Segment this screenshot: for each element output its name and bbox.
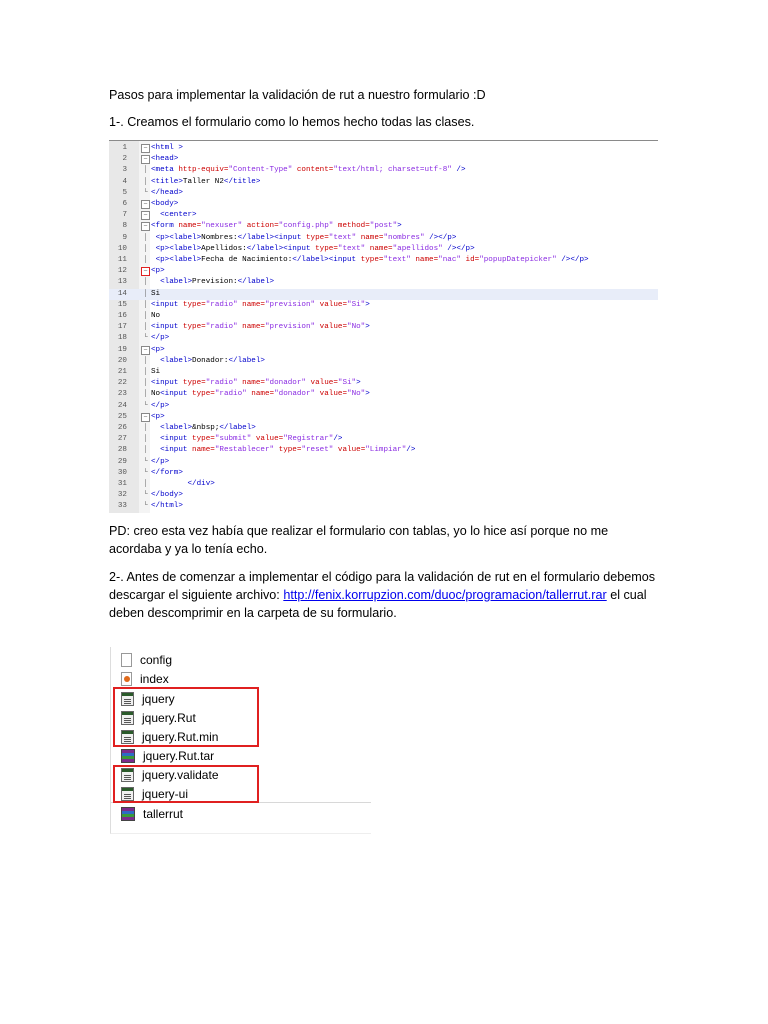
fold-line-icon: │ xyxy=(143,300,148,309)
code-line xyxy=(109,434,658,445)
step-2-outro: el cual deben descomprimir en la carpeta de su formulario. xyxy=(109,588,647,620)
line-number: 11 xyxy=(117,256,127,264)
code-line xyxy=(109,479,658,490)
fold-end-icon: └ xyxy=(143,188,148,197)
file-explorer-screenshot xyxy=(110,647,371,834)
html-file-icon xyxy=(121,672,132,686)
line-number: 25 xyxy=(117,412,127,421)
fold-line-icon: │ xyxy=(143,368,148,376)
code-text: <html > xyxy=(151,144,183,152)
code-line xyxy=(109,266,658,277)
fold-toggle-icon: − xyxy=(141,222,150,231)
line-number: 24 xyxy=(117,401,127,410)
line-number: 5 xyxy=(122,188,127,197)
fold-line-icon: │ xyxy=(143,480,148,488)
code-line xyxy=(109,412,658,423)
code-line xyxy=(109,333,658,344)
fold-line-icon: │ xyxy=(143,435,148,444)
code-text: </p> xyxy=(151,457,170,466)
code-line xyxy=(109,389,658,400)
line-number: 27 xyxy=(117,435,127,444)
fold-line-icon: │ xyxy=(143,177,148,186)
code-text: <center> xyxy=(160,211,197,220)
fold-line-icon: │ xyxy=(143,424,148,432)
code-line xyxy=(109,165,658,176)
fold-end-icon: └ xyxy=(143,401,148,410)
code-text: No xyxy=(151,312,161,320)
code-text: <p><label>Fecha de Nacimiento:</label><input type="text" name="nac" id="popupDatepicker" /></p> xyxy=(155,256,589,264)
fold-toggle-icon: − xyxy=(141,211,150,220)
fold-end-icon: └ xyxy=(143,491,148,500)
document-heading: Pasos para implementar la validación de rut a nuestro formulario :D xyxy=(109,88,486,102)
file-name: jquery-ui xyxy=(142,786,189,801)
code-line xyxy=(109,345,658,356)
file-item[interactable] xyxy=(121,804,183,823)
line-number: 18 xyxy=(117,334,127,343)
fold-line-icon: │ xyxy=(143,278,148,287)
code-line xyxy=(109,423,658,434)
line-number: 17 xyxy=(117,323,127,332)
fold-toggle-icon: − xyxy=(141,144,150,153)
code-text: No<input type="radio" name="donador" value="No"> xyxy=(151,390,370,399)
file-name: jquery xyxy=(142,691,175,706)
code-editor-screenshot xyxy=(109,140,658,513)
fold-line-icon: │ xyxy=(143,233,148,242)
code-text: </form> xyxy=(151,468,183,477)
line-number: 2 xyxy=(122,155,127,164)
code-text: </head> xyxy=(151,188,183,197)
code-line xyxy=(109,378,658,389)
document-icon xyxy=(121,653,132,667)
line-number: 14 xyxy=(117,289,127,298)
code-line xyxy=(109,233,658,244)
line-number: 15 xyxy=(117,300,127,309)
fold-line-icon: │ xyxy=(143,244,148,253)
code-text: </p> xyxy=(151,334,170,343)
fold-end-icon: └ xyxy=(143,457,148,466)
code-line xyxy=(109,277,658,288)
code-line xyxy=(109,244,658,255)
code-text: </div> xyxy=(187,480,215,488)
code-text: Si xyxy=(151,368,161,376)
code-line xyxy=(109,457,658,468)
file-name: jquery.Rut.min xyxy=(142,729,219,744)
fold-line-icon: │ xyxy=(143,390,148,399)
code-line xyxy=(109,356,658,367)
line-number: 8 xyxy=(122,222,127,231)
fold-line-icon: │ xyxy=(143,323,148,332)
code-text: <form name="nexuser" action="config.php" method="post"> xyxy=(151,222,402,231)
fold-end-icon: └ xyxy=(143,502,148,511)
code-text: <input type="submit" value="Registrar"/> xyxy=(160,435,343,444)
fold-line-icon: │ xyxy=(143,289,148,298)
line-number: 32 xyxy=(117,491,127,500)
code-line xyxy=(109,300,658,311)
file-item[interactable] xyxy=(121,746,214,765)
line-number: 7 xyxy=(122,211,127,220)
code-text: <p> xyxy=(151,412,165,421)
line-number: 20 xyxy=(117,356,127,365)
code-text: </body> xyxy=(151,491,183,500)
code-line xyxy=(109,221,658,232)
file-name: jquery.validate xyxy=(142,767,219,782)
step-2-intro: 2-. Antes de comenzar a implementar el código para la validación de rut en el formulario debemos descargar el siguiente archivo: xyxy=(109,570,656,602)
fold-end-icon: └ xyxy=(143,334,148,343)
line-number: 12 xyxy=(117,267,127,276)
file-name: index xyxy=(140,671,169,686)
step-1-text: 1-. Creamos el formulario como lo hemos hecho todas las clases. xyxy=(109,115,475,129)
code-text: <p><label>Nombres:</label><input type="text" name="nombres" /></p> xyxy=(155,233,457,242)
rar-archive-icon xyxy=(121,807,135,821)
fold-toggle-icon: − xyxy=(141,346,150,355)
code-text: </p> xyxy=(151,401,170,410)
line-number: 19 xyxy=(117,345,127,354)
note-text: PD: creo esta vez había que realizar el formulario con tablas, yo lo hice así porque no me acordaba y ya lo tenía echo. xyxy=(109,524,609,556)
code-line xyxy=(109,210,658,221)
code-line xyxy=(109,177,658,188)
line-number: 10 xyxy=(117,244,127,253)
code-text: <input type="radio" name="prevision" value="No"> xyxy=(151,323,370,332)
line-number: 13 xyxy=(117,278,127,287)
code-line xyxy=(109,468,658,479)
code-text: <input type="radio" name="prevision" value="Si"> xyxy=(151,300,370,309)
code-text: <input name="Restablecer" type="reset" value="Limpiar"/> xyxy=(160,446,416,455)
code-text: <title>Taller N2</title> xyxy=(151,177,261,186)
highlight-box-jquery-rut xyxy=(113,687,259,747)
line-number: 33 xyxy=(117,502,127,511)
fold-line-icon: │ xyxy=(143,256,148,264)
code-text: </html> xyxy=(151,502,183,511)
fold-toggle-icon: − xyxy=(141,267,150,276)
code-line xyxy=(109,289,658,300)
line-number: 1 xyxy=(122,144,127,152)
fold-line-icon: │ xyxy=(143,356,148,365)
fold-line-icon: │ xyxy=(143,166,148,175)
code-line xyxy=(109,322,658,333)
code-text: <p> xyxy=(151,267,165,276)
code-line xyxy=(109,199,658,210)
code-line xyxy=(109,367,658,378)
line-number: 22 xyxy=(117,379,127,388)
code-text: <p><label>Apellidos:</label><input type="text" name="apellidos" /></p> xyxy=(155,244,475,253)
file-name: jquery.Rut xyxy=(142,710,196,725)
code-text: <body> xyxy=(151,200,179,208)
line-number: 26 xyxy=(117,424,127,432)
code-text: <label>Donador:</label> xyxy=(160,356,265,365)
code-line xyxy=(109,401,658,412)
code-text: <input type="radio" name="donador" value="Si"> xyxy=(151,379,361,388)
line-number: 6 xyxy=(122,200,127,208)
line-number: 4 xyxy=(122,177,127,186)
code-line xyxy=(109,445,658,456)
code-text: <meta http-equiv="Content-Type" content="text/html; charset=utf-8" /> xyxy=(151,166,466,175)
fold-toggle-icon: − xyxy=(141,413,150,422)
step-2-text xyxy=(109,568,657,622)
code-line xyxy=(109,501,658,512)
fold-line-icon: │ xyxy=(143,312,148,320)
line-number: 23 xyxy=(117,390,127,399)
file-name: tallerrut xyxy=(143,806,184,821)
fold-end-icon: └ xyxy=(143,468,148,477)
code-line xyxy=(109,311,658,322)
line-number: 21 xyxy=(117,368,127,376)
code-text: <p> xyxy=(151,345,165,354)
file-name: jquery.Rut.tar xyxy=(143,748,215,763)
code-text: <head> xyxy=(151,155,179,164)
code-line xyxy=(109,490,658,501)
file-item[interactable] xyxy=(121,669,169,688)
fold-line-icon: │ xyxy=(143,379,148,388)
code-text: <label>Prevision:</label> xyxy=(160,278,275,287)
download-link[interactable]: http://fenix.korrupzion.com/duoc/programacion/tallerrut.rar xyxy=(283,588,607,602)
highlight-box-validate-ui xyxy=(113,765,259,803)
code-line xyxy=(109,143,658,154)
code-text: Si xyxy=(151,289,161,298)
file-item[interactable] xyxy=(121,650,172,669)
rar-archive-icon xyxy=(121,749,135,763)
line-number: 30 xyxy=(117,468,127,477)
line-number: 16 xyxy=(117,312,127,320)
line-number: 29 xyxy=(117,457,127,466)
code-text: <label>&nbsp;</label> xyxy=(160,424,256,432)
file-name: config xyxy=(140,652,173,667)
line-number: 31 xyxy=(117,480,127,488)
fold-line-icon: │ xyxy=(143,446,148,455)
line-number: 3 xyxy=(122,166,127,175)
fold-toggle-icon: − xyxy=(141,200,150,209)
code-line xyxy=(109,255,658,266)
code-line xyxy=(109,188,658,199)
code-line xyxy=(109,154,658,165)
line-number: 28 xyxy=(117,446,127,455)
fold-toggle-icon: − xyxy=(141,155,150,164)
line-number: 9 xyxy=(122,233,127,242)
